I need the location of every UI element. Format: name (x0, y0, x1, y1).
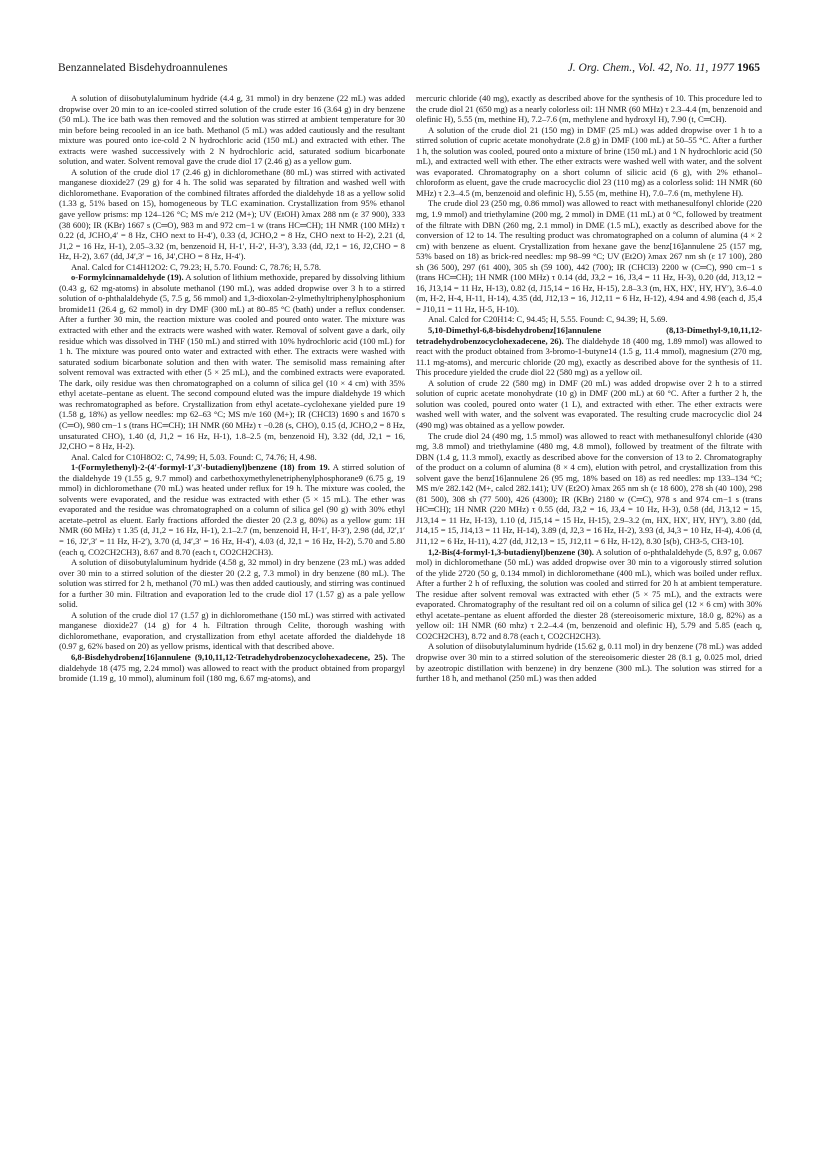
paragraph (59, 652, 405, 684)
paragraph (416, 378, 762, 431)
paragraph (416, 641, 762, 683)
paragraph (416, 431, 762, 547)
paragraph-text: The dialdehyde 18 (400 mg, 1.89 mmol) was allowed to react with the product obtained from 3-bromo-1-butyne14 (1.5 g, 11.4 mmol), magnesium (270 mg, 11.1 mg-atoms), and mercuric chloride (20 mg), exactly as described above for the synthesis of 11. This procedure yielded the crude diol 22 (580 mg) as a yellow oil. (416, 335, 762, 378)
paragraph-text: A solution of o-phthalaldehyde (5, 8.97 g, 0.067 mol) in dichloromethane (50 mL) was added dropwise over 30 min to a vigorously stirred solution of the ylide 2720 (50 g, 0.134 mmol) in dichloromethane (400 mL), which was boiled under reflux. After a further 2 h of refluxing, the solution was cooled and stirred for 20 h at ambient temperature. The residue after solvent removal was extracted with ether (5 × 75 mL), and the extracts were evaporated. Chromatography of the resultant red oil on a column of silica gel (12 × 6 cm) with 30% ethyl acetate–pentane as eluent afforded the diester 28 (stereoisomeric mixture, 18.0 g, 82%) as a yellow oil: 1H NMR (60 mhz) τ 2.2–4.4 (m, benzenoid and olefinic H), 5.79 and 5.85 (each q, CO2CH2CH3), 8.72 and 8.78 (each t, CO2CH2CH3). (416, 546, 762, 641)
left-column (59, 93, 405, 1143)
paragraph-text: A solution of the crude diol 21 (150 mg) in DMF (25 mL) was added dropwise over 1 h to a stirred solution of cupric acetate monohydrate (2.8 g) in DMF (100 mL) at 50–55 °C. After a further 1 h, the solution was cooled, poured onto a mixture of brine (150 mL) and 1 N hydrochloric acid (50 mL), and extracted well with ether. The ether extracts were washed well with water, and the solvent was evaporated. Chromatography on a short column of silicic acid (6 g), with 2% ethanol–chloroform as eluent, gave the crude macrocyclic diol 23 (110 mg) as a colorless solid: 1H NMR (60 MHz) τ 2.3–4.5 (m, benzenoid and olefinic H), 5.55 (m, methine H), 7.0–7.6 (m, methylene H). (416, 124, 762, 198)
paragraph-text: A solution of diisobutylaluminum hydride (4.4 g, 31 mmol) in dry benzene (22 mL) was added dropwise over 20 min to an ice-cooled stirred solution of the crude ester 16 (3.64 g) in dry benzene (50 mL). The ice bath was then removed and the solution was stirred at ambient temperature for 30 min before being recooled in an ice bath. Methanol (5 mL) was added cautiously and the resultant mixture was poured onto ice-cold 2 N hydrochloric acid (150 mL) and extracted with ether. The extracts were washed successively with 2 N hydrochloric acid, saturated sodium bicarbonate solution, and water. Solvent removal gave the crude diol 17 (2.46 g) as a yellow gum. (59, 93, 405, 167)
section-heading: 5,10-Dimethyl-6,8-bisdehydrobenz[16]annulene (8,13-Dimethyl-9,10,11,12-tetradehydrobenzocyclohexadecene, 26). (416, 325, 762, 346)
paragraph-text: A solution of diisobutylaluminum hydride (15.62 g, 0.11 mol) in dry benzene (78 mL) was added dropwise over 30 min to a stirred solution of the stereoisomeric diester 28 (8.1 g, 0.025 mol, dried by azeotropic distillation with benzene) in dry benzene (300 mL). The solution was stirred for a further 18 h, and methanol (250 mL) was then added (416, 641, 762, 684)
paragraph-text: The crude diol 24 (490 mg, 1.5 mmol) was allowed to react with methanesulfonyl chloride (430 mg, 3.8 mmol) and triethylamine (480 mg, 4.8 mmol), followed by treatment of the filtrate with DBN (1.4 g, 11.3 mmol), exactly as described above for the conversion of 13 to 2. Chromatography of the product on a column of alumina (8 × 4 cm), elution with petrol, and crystallization from this solvent gave the benz[16]annulene 26 (95 mg, 18% based on 18) as red needles: mp 133–134 °C; MS m/e 282.142 (M+, calcd 282.141); UV (Et2O) λmax 265 nm sh (ε 18 600), 278 sh (40 100), 298 (81 500), 308 sh (77 500), 426 (4300); IR (KBr) 2180 w (C═C), 978 s and 974 cm−1 s (trans HC═CH); 1H NMR (220 MHz) τ 0.55 (dd, J3,2 = 16, J3,4 = 10 Hz, H-3), 0.58 (dd, J13,12 = 15, J13,14 = 11 Hz, H-13), 1.10 (d, J15,14 = 15 Hz, H-15), 2.9–3.2 (m, HX, HX′, HY, HY′), 3.80 (dd, J14,15 = 15, J14,13 = 11 Hz, H-14), 3.89 (d, J2,3 = 16 Hz, H-2), 3.93 (d, J4,3 = 10 Hz, H-4), 4.06 (d, J11,12 = 6 Hz, H-11), 4.27 (dd, J12,13 = 15, J12,11 = 6 Hz, H-12), 8.30 [s(b), CH3-5, CH3-10]. (416, 430, 762, 546)
paragraph-text: A solution of diisobutylaluminum hydride (4.58 g, 32 mmol) in dry benzene (23 mL) was added over 30 min to a stirred solution of the diester 20 (2.2 g, 7.3 mmol) in dry benzene (80 mL). The solution was stirred for 2 h, methanol (70 mL) was then added cautiously, and stirring was continued for a further 30 min. Filtration and evaporation led to the crude diol 17 (1.57 g) as a pale yellow solid. (59, 557, 405, 610)
paragraph (416, 314, 762, 325)
paragraph-text: Anal. Calcd for C14H12O2: C, 79.23; H, 5.70. Found: C, 78.76; H, 5.78. (71, 261, 321, 272)
paragraph (59, 93, 405, 167)
paragraph (59, 272, 405, 451)
paragraph (416, 547, 762, 642)
paragraph (59, 167, 405, 262)
running-header (58, 62, 760, 78)
paragraph-text: The dialdehyde 18 (475 mg, 2.24 mmol) was allowed to react with the product obtained from propargyl bromide (1.19 g, 10 mmol), aluminum foil (180 mg, 6.67 mg-atoms), and (59, 651, 405, 684)
paragraph-text: mercuric chloride (40 mg), exactly as described above for the synthesis of 10. This procedure led to the crude diol 21 (650 mg) as a nearly colorless oil: 1H NMR (60 MHz) τ 2.3–4.4 (m, benzenoid and olefinic H), 5.55 (m, methine H), 7.2–7.6 (m, methylene and hydroxyl H), 7.90 (t, C═CH). (416, 93, 762, 125)
paragraph (416, 198, 762, 314)
paragraph (59, 462, 405, 557)
section-heading: o-Formylcinnamaldehyde (19). (71, 272, 184, 283)
paragraph-text: A solution of the crude diol 17 (1.57 g) in dichloromethane (150 mL) was stirred with activated manganese dioxide27 (14 g) for 4 h. Filtration through Celite, thorough washing with dichloromethane, evaporation, and crystallization from ethyl acetate afforded the dialdehyde 18 (0.97 g, 62% based on 20) as yellow prisms, identical with that described above. (59, 609, 405, 652)
right-column (416, 93, 762, 1143)
journal-citation (568, 62, 760, 74)
volume-issue: Vol. 42, No. 11, 1977 (637, 62, 735, 74)
paragraph (59, 262, 405, 273)
paragraph-text: A stirred solution of the dialdehyde 19 (1.55 g, 9.7 mmol) and carbethoxymethylenetriphenylphosphorane9 (6.75 g, 19 mmol) in dichloromethane (70 mL) was heated under reflux for 19 h. The mixture was cooled, the solvents were evaporated, and the residue was extracted with ether (5 × 15 mL). The ether was evaporated and the residue was chromatographed on a column of silica gel (90 g) with 30% ethyl acetate–petrol as eluent. Early fractions afforded the diester 20 (2.3 g, 80%) as a yellow gum: 1H NMR (60 MHz) τ 1.35 (d, J1,2 = 16 Hz, H-1), 2.1–2.7 (m, benzenoid H, H-1′, H-3′), 2.98 (dd, J2′,1′ = 16, J2′,3′ = 11 Hz, H-2′), 3.70 (d, J4′,3′ = 16 Hz, H-4′), 4.03 (d, J2,1 = 16 Hz, H-2), 5.70 and 5.80 (each q, CO2CH2CH3), 8.67 and 8.70 (each t, CO2CH2CH3). (59, 462, 405, 557)
paragraph (416, 325, 762, 378)
page-number: 1965 (737, 62, 760, 74)
paragraph (59, 610, 405, 652)
paragraph (59, 557, 405, 610)
paragraph-text: The crude diol 23 (250 mg, 0.86 mmol) was allowed to react with methanesulfonyl chloride (220 mg, 1.9 mmol) and triethylamine (200 mg, 2 mmol) in DME (11 mL) at 0 °C, followed by treatment of the filtrate with DBN (260 mg, 2.1 mmol) in DME (1.5 mL), exactly as described above for the conversion of 12 to 14. The resulting product was chromatographed on a column of alumina (4 × 2 cm) with benzene as eluent. Crystallization from hexane gave the benz[16]annulene 25 (157 mg, 53% based on 18) as brick-red needles: mp 98–99 °C; UV (Et2O) λmax 267 nm sh (ε 17 100), 280 sh (36 500), 297 (61 400), 305 sh (59 100), 442 (700); IR (CHCl3) 2200 w (C═C), 990 cm−1 s (trans HC═CH); 1H NMR (100 MHz) τ 0.14 (dd, J3,2 = 16, J3,4 = 11 Hz, H-3), 0.20 (dd, J13,12 = 16, J13,14 = 11 Hz, H-13), 0.82 (d, J15,14 = 16 Hz, H-15), 2.8–3.3 (m, HX, HX′, HY, HY′), 3.6–4.0 (m, H-2, H-4, H-11, H-14), 4.35 (dd, J12,13 = 16, J12,11 = 6 Hz, H-12), 4.94 and 4.98 (each d, J5,4 = J10,11 = 11 Hz, H-5, H-10). (416, 198, 762, 314)
section-heading: 6,8-Bisdehydrobenz[16]annulene (9,10,11,12-Tetradehydrobenzocyclohexadecene, 25). (71, 651, 388, 662)
running-title: Benzannelated Bisdehydroannulenes (58, 62, 228, 74)
journal-name: J. Org. Chem., (567, 62, 635, 74)
paragraph-text: A solution of the crude diol 17 (2.46 g) in dichloromethane (80 mL) was stirred with activated manganese dioxide27 (29 g) for 4 h. The solid was separated by filtration and washed well with dichloromethane. Evaporation of the combined filtrates afforded the dialdehyde 18 as a yellow solid (1.33 g, 51% based on 15), homogeneous by TLC examination. Crystallization from 95% ethanol gave yellow prisms: mp 124–126 °C; MS m/e 212 (M+); UV (EtOH) λmax 288 nm (ε 37 900), 333 (38 600); IR (KBr) 1667 s (C═O), 983 m and 972 cm−1 w (trans HC═CH); 1H NMR (100 MHz) τ 0.22 (d, JCHO,4′ = 8 Hz, CHO next to H-4′), 0.33 (d, JCHO,2 = 8 Hz, CHO next to H-2), 2.21 (d, J1,2 = 16 Hz, H-1), 2.05–3.32 (m, benzenoid H, H-1′, H-2′, H-3′), 3.33 (dd, J2,1 = 16, J2,CHO = 8 Hz, H-2), 3.67 (dd, J4′,3′ = 16, J4′,CHO = 8 Hz, H-4′). (59, 166, 405, 262)
section-heading: 1-(Formylethenyl)-2-(4′-formyl-1′,3′-butadienyl)benzene (18) from 19. (71, 462, 330, 473)
paragraph-text: A solution of lithium methoxide, prepared by dissolving lithium (0.43 g, 62 mg-atoms) in absolute methanol (190 mL), was added dropwise over 3 h to a stirred solution of o-phthalaldehyde (5, 7.5 g, 56 mmol) and 1,3-dioxolan-2-ylmethyltriphenylphosphonium bromide11 (26.4 g, 62 mmol) in dry DMF (300 mL) at 80–85 °C (bath) under a reflux condenser. After a further 30 min, the reaction mixture was cooled and poured onto water. The mixture was extracted with ether and the extracts were washed with water. Removal of solvent gave a dark, oily residue which was dissolved in THF (150 mL) and stirred with 10% hydrochloric acid (100 mL) for 1 h. The mixture was poured onto water and extracted with ether. The extracts were washed with saturated sodium bicarbonate solution and then with water. The semisolid mass remaining after solvent removal was extracted with ether (5 × 25 mL), and the combined extracts were evaporated. The dark, oily residue was then chromatographed on a column of silica gel (10 × 4 cm) with 35% ethyl acetate–pentane as eluent. The second compound eluted was the impure dialdehyde 19 which was rechromatographed as before. Crystallization from ethyl acetate–cyclohexane yielded pure 19 (1.58 g, 18%) as yellow needles: mp 62–63 °C; MS m/e 160 (M+); IR (CHCl3) 1690 s and 1670 s (C═O), 980 cm−1 s (trans HC═CH); 1H NMR (60 MHz) τ −0.28 (s, CHO), 0.15 (d, JCHO,2 = 8 Hz, unsaturated CHO), 1.40 (d, J1,2 = 16 Hz, H-1), 1.8–2.5 (m, benzenoid H), 3.32 (dd, J2,1 = 16, J2,CHO = 8 Hz, H-2). (59, 272, 405, 452)
paragraph (416, 93, 762, 125)
section-heading: 1,2-Bis(4-formyl-1,3-butadienyl)benzene (30). (428, 546, 594, 557)
paragraph-text: Anal. Calcd for C10H8O2: C, 74.99; H, 5.03. Found: C, 74.76; H, 4.98. (71, 451, 317, 462)
paragraph (416, 125, 762, 199)
paragraph-text: A solution of crude 22 (580 mg) in DMF (20 mL) was added dropwise over 2 h to a stirred solution of cupric acetate monohydrate (10 g) in DMF (200 mL) at 60 °C. After a further 2 h, the solution was cooled, poured onto water (1 L), and extracted with ether. The ether extracts were washed well with water, and the solvent was evaporated. The resulting crude macrocyclic diol 24 (490 mg) was obtained as a yellow powder. (416, 377, 762, 430)
paragraph-text: Anal. Calcd for C20H14: C, 94.45; H, 5.55. Found: C, 94.39; H, 5.69. (428, 314, 668, 325)
paragraph (59, 452, 405, 463)
